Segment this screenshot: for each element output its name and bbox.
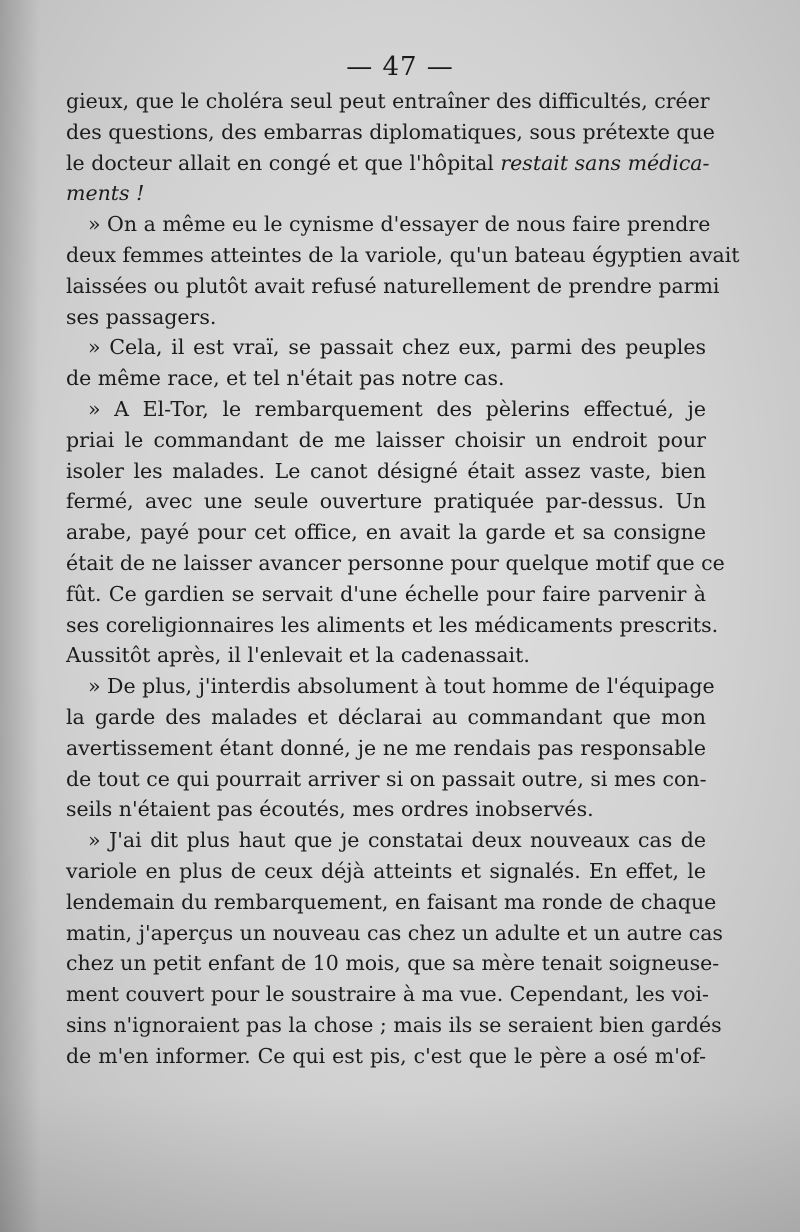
text-line: avertissement étant donné, je ne me rendais pas responsable	[66, 735, 706, 760]
text-line: de même race, et tel n'était pas notre cas.	[66, 366, 505, 391]
page-number: — 47 —	[346, 52, 454, 82]
text-line: ments !	[66, 181, 145, 206]
text-line: priai le commandant de me laisser choisir un endroit pour	[66, 427, 706, 452]
italic-phrase: restait sans médica-	[500, 150, 710, 175]
text-line: des questions, des embarras diplomatiques, sous prétexte que	[66, 119, 715, 144]
text-line: chez un petit enfant de 10 mois, que sa mère tenait soigneuse-	[66, 951, 720, 976]
text-line: lendemain du rembarquement, en faisant ma ronde de chaque	[66, 889, 717, 914]
text-line: ses coreligionnaires les aliments et les médicaments prescrits.	[66, 612, 719, 637]
text-line: isoler les malades. Le canot désigné était assez vaste, bien	[66, 458, 706, 483]
text-line: » Cela, il est vraï, se passait chez eux, parmi des peuples	[88, 335, 706, 360]
text-line: de tout ce qui pourrait arriver si on passait outre, si mes con-	[66, 766, 707, 791]
text-line: le docteur allait en congé et que l'hôpital restait sans médica-	[66, 150, 710, 175]
text-line: sins n'ignoraient pas la chose ; mais ils se seraient bien gardés	[66, 1012, 722, 1037]
text-line: ses passagers.	[66, 304, 217, 329]
text-line: matin, j'aperçus un nouveau cas chez un adulte et un autre cas	[66, 920, 723, 945]
body-text	[66, 86, 740, 1072]
text-line: arabe, payé pour cet office, en avait la garde et sa consigne	[66, 520, 706, 545]
text-line: ment couvert pour le soustraire à ma vue. Cependant, les voi-	[66, 982, 709, 1007]
text-line: fermé, avec une seule ouverture pratiquée par-dessus. Un	[66, 489, 706, 514]
text-line: seils n'étaient pas écoutés, mes ordres inobservés.	[66, 797, 594, 822]
text-line: de m'en informer. Ce qui est pis, c'est que le père a osé m'of-	[66, 1043, 706, 1068]
text-line: deux femmes atteintes de la variole, qu'un bateau égyptien avait	[66, 242, 740, 267]
page-gutter-shadow	[0, 0, 40, 1232]
text-line: la garde des malades et déclarai au commandant que mon	[66, 704, 706, 729]
text-line: » On a même eu le cynisme d'essayer de nous faire prendre	[88, 212, 711, 237]
text-line: variole en plus de ceux déjà atteints et signalés. En effet, le	[66, 858, 706, 883]
text-line: Aussitôt après, il l'enlevait et la cadenassait.	[66, 643, 530, 668]
text-line: était de ne laisser avancer personne pour quelque motif que ce	[66, 550, 725, 575]
text-line: gieux, que le choléra seul peut entraîner des difficultés, créer	[66, 89, 710, 113]
italic-phrase: ments	[66, 181, 130, 206]
text-line: » J'ai dit plus haut que je constatai deux nouveaux cas de	[88, 828, 706, 853]
page-bottom-shadow	[0, 1092, 800, 1232]
text-line: laissées ou plutôt avait refusé naturellement de prendre parmi	[66, 273, 720, 298]
text-line: » A El-Tor, le rembarquement des pèlerins effectué, je	[88, 396, 706, 421]
text-line: » De plus, j'interdis absolument à tout homme de l'équipage	[88, 674, 715, 699]
text-line: fût. Ce gardien se servait d'une échelle pour faire parvenir à	[66, 581, 706, 606]
